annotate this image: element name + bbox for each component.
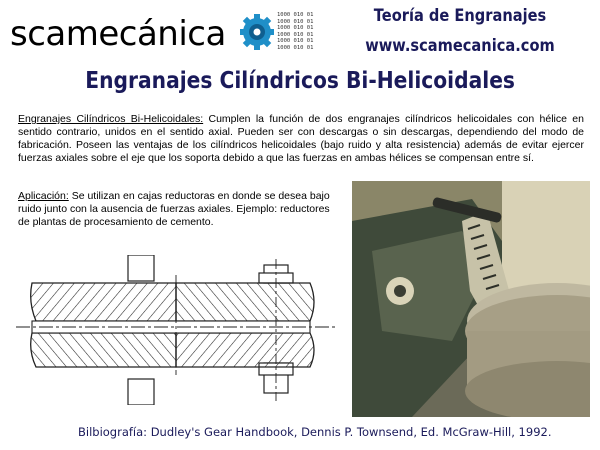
gear-icon <box>240 12 274 52</box>
application-paragraph <box>18 190 344 229</box>
intro-text: Cumplen la función de dos engranajes cilíndricos helicoidales con hélice en sentido contrario, unidos en el sentido axial. Pueden ser con descargas o sin descargas, dependiendo del modo de fabricación. Poseen las ventajas de los cilíndricos helicoidales (bajo ruido y alta resistencia) además de evitar ejercer fuerzas axiales sobre el eje que los soporta debido a que las fuerzas en ambas hélices se compensan entre sí. <box>18 113 584 164</box>
binary-line: 1000 010 01 <box>277 25 314 31</box>
page-title <box>0 68 600 94</box>
binary-line: 1000 010 01 <box>277 31 314 38</box>
binary-line: 1000 010 01 <box>277 44 314 51</box>
binary-decoration <box>277 12 313 51</box>
binary-line: 1000 010 01 <box>277 12 314 18</box>
logo-text: scamecánica <box>10 14 226 54</box>
page-title-text: Engranajes Cilíndricos Bi-Helicoidales <box>85 68 515 94</box>
bibliography: Bilbiografía: Dudley's Gear Handbook, Dennis P. Townsend, Ed. McGraw-Hill, 1992. <box>78 425 552 439</box>
header-title: Teoría de Engranajes <box>373 6 547 26</box>
application-text: Se utilizan en cajas reductoras en donde se desea bajo ruido junto con la ausencia de fuerzas axiales. Ejemplo: reductores de plantas de procesamiento de cemento. <box>18 190 330 228</box>
intro-label: Engranajes Cilíndricos Bi-Helicoidales: <box>18 113 204 125</box>
gear-cross-section-diagram <box>14 255 340 405</box>
binary-line: 1000 010 01 <box>277 38 314 44</box>
application-label: Aplicación: <box>18 190 69 202</box>
binary-line: 1000 010 01 <box>277 18 314 25</box>
gear-photo <box>352 181 590 417</box>
intro-paragraph <box>18 113 584 165</box>
site-url-link[interactable]: www.scamecanica.com <box>365 36 555 56</box>
